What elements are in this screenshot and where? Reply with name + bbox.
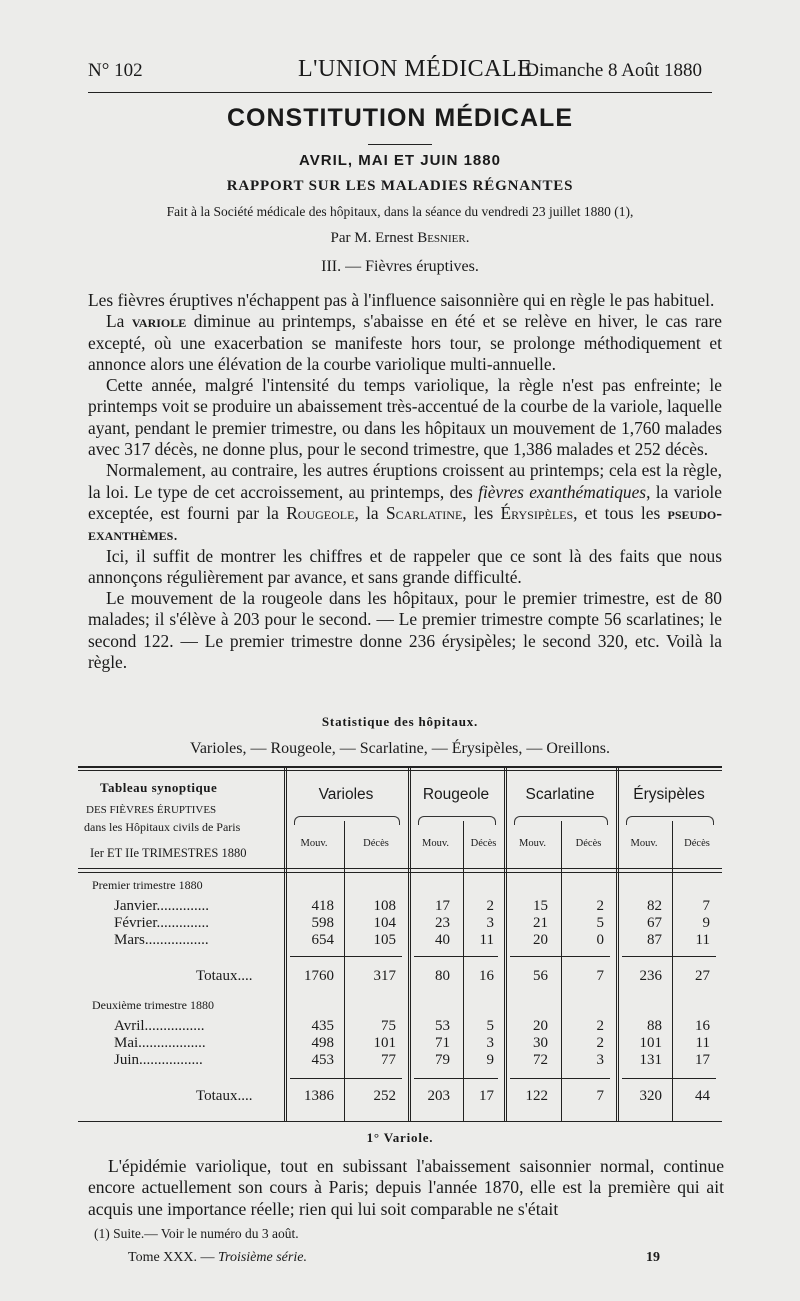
table-cell: 9 — [486, 1052, 494, 1068]
table-cell: 0 — [596, 932, 604, 948]
tome-line: Tome XXX. — Troisième série. — [128, 1250, 307, 1265]
table-cell: 20 — [533, 932, 548, 948]
table-caption: Tableau synoptique — [100, 780, 218, 795]
section-variole-title: 1° Variole. — [366, 1130, 434, 1145]
table-cell: 11 — [695, 1035, 710, 1051]
table-row-label: Janvier.............. — [114, 898, 209, 914]
table-cell: 2 — [486, 898, 494, 914]
table-cell: 498 — [311, 1035, 334, 1051]
table-cell: 598 — [311, 915, 334, 931]
table-cell: 30 — [533, 1035, 548, 1051]
paragraph: L'épidémie variolique, tout en subissant l'abaissement saisonnier normal, continue encore actuellement son cours à Paris; depuis l'année 1870, elle est la première qui ait acquis une importance réelle; rien qui lui soit comparable ne s'était — [88, 1156, 724, 1219]
table-cell: 27 — [695, 968, 710, 984]
variole-body — [88, 1156, 724, 1220]
table-cell: 11 — [695, 932, 710, 948]
table-cell: 23 — [435, 915, 450, 931]
footnote: (1) Suite.— Voir le numéro du 3 août. — [94, 1226, 299, 1241]
table-cell: 5 — [596, 915, 604, 931]
table-row-label: Premier trimestre 1880 — [92, 878, 203, 892]
table-cell: 72 — [533, 1052, 548, 1068]
issue-number: N° 102 — [88, 60, 143, 81]
table-cell: 17 — [695, 1052, 710, 1068]
table-row-label: Totaux.... — [196, 1088, 253, 1104]
table-row-label: Mai.................. — [114, 1035, 206, 1051]
report-subtitle: Fait à la Société médicale des hôpitaux, dans la séance du vendredi 23 juillet 1880 (1), — [166, 204, 634, 219]
table-cell: 418 — [311, 898, 334, 914]
running-header — [88, 56, 702, 86]
table-cell: 317 — [373, 968, 396, 984]
table-subheader: Mouv. — [300, 838, 328, 849]
table-cell: 108 — [373, 898, 396, 914]
table-cell: 104 — [373, 915, 396, 931]
table-cell: 7 — [596, 1088, 604, 1104]
paragraph: Le mouvement de la rougeole dans les hôpitaux, pour le premier trimestre, est de 80 malades; il s'élève à 203 pour le second. — Le premier trimestre compte 56 scarlatines; le second 122. — Le premier trimestre donne 236 érysipèles; le second 320, etc. Voilà la règle. — [88, 588, 722, 673]
section-title: CONSTITUTION MÉDICALE — [227, 104, 573, 132]
table-cell: 15 — [533, 898, 548, 914]
title-rule — [368, 144, 432, 145]
report-title: RAPPORT SUR LES MALADIES RÉGNANTES — [226, 178, 574, 194]
statistics-title: Statistique des hôpitaux. — [321, 714, 479, 729]
table-cell: 5 — [486, 1018, 494, 1034]
statistics-subtitle: Varioles, — Rougeole, — Scarlatine, — Érysipèles, — Oreillons. — [190, 740, 610, 757]
journal-title: L'UNION MÉDICALE — [298, 56, 533, 82]
table-cell: 21 — [533, 915, 548, 931]
table-caption: Ier ET IIe TRIMESTRES 1880 — [90, 846, 247, 860]
table-row-label: Deuxième trimestre 1880 — [92, 998, 214, 1012]
table-cell: 88 — [647, 1018, 662, 1034]
table-cell: 3 — [596, 1052, 604, 1068]
signature-mark: 19 — [646, 1250, 660, 1265]
chapter-title: III. — Fièvres éruptives. — [321, 258, 479, 275]
table-group-header: Varioles — [318, 786, 374, 803]
table-cell: 53 — [435, 1018, 450, 1034]
table-cell: 1760 — [304, 968, 334, 984]
paragraph: Cette année, malgré l'intensité du temps variolique, la règle n'est pas enfreinte; le printemps voit se produire un abaissement très-accentué de la courbe de la variole, laquelle ayant, pendant le premier trimestre, ou dans les hôpitaux un mouvement de 1,760 malades avec 317 décès, ne donne plus, pour le second trimestre, que 1,386 malades et 252 décès. — [88, 375, 722, 460]
table-caption: dans les Hôpitaux civils de Paris — [84, 820, 241, 834]
paragraph: Normalement, au contraire, les autres éruptions croissent au printemps; cela est la règle, la loi. Le type de cet accroissement, au printemps, des fièvres exanthématiques, la variole exceptée, est fourni par la Rougeole, la Scarlatine, les Érysipèles, et tous les pseudo-exanthèmes. — [88, 460, 722, 545]
author-name: Besnier. — [417, 230, 470, 246]
table-cell: 20 — [533, 1018, 548, 1034]
table-subheader: Mouv. — [421, 838, 450, 849]
table-cell: 71 — [435, 1035, 450, 1051]
synoptic-table — [78, 766, 722, 1122]
table-cell: 67 — [647, 915, 662, 931]
table-cell: 435 — [311, 1018, 334, 1034]
table-subheader: Décès — [363, 838, 389, 849]
table-cell: 1386 — [304, 1088, 334, 1104]
table-cell: 7 — [702, 898, 710, 914]
header-rule — [88, 92, 712, 93]
table-cell: 3 — [486, 915, 494, 931]
table-cell: 9 — [702, 915, 710, 931]
table-cell: 2 — [596, 898, 604, 914]
table-row-label: Mars................. — [114, 932, 209, 948]
table-cell: 40 — [435, 932, 450, 948]
table-cell: 3 — [486, 1035, 494, 1051]
table-row-label: Avril................ — [114, 1018, 205, 1034]
table-cell: 80 — [435, 968, 450, 984]
table-cell: 453 — [311, 1052, 334, 1068]
issue-date: Dimanche 8 Août 1880 — [525, 60, 702, 81]
table-cell: 122 — [525, 1088, 548, 1104]
table-subheader: Décès — [575, 838, 602, 849]
author-prefix: Par M. Ernest — [330, 230, 414, 246]
table-cell: 131 — [639, 1052, 662, 1068]
paragraph: Ici, il suffit de montrer les chiffres et de rappeler que ce sont là des faits que nous annonçons régulièrement par avance, et sans grande difficulté. — [88, 545, 722, 587]
table-row-label: Totaux.... — [196, 968, 253, 984]
table-cell: 17 — [479, 1088, 494, 1104]
table-subheader: Mouv. — [630, 838, 658, 849]
table-subheader: Mouv. — [518, 838, 547, 849]
table-group-header: Scarlatine — [525, 786, 595, 803]
table-cell: 56 — [533, 968, 548, 984]
table-cell: 2 — [596, 1035, 604, 1051]
table-cell: 101 — [639, 1035, 662, 1051]
table-cell: 11 — [479, 932, 494, 948]
table-cell: 105 — [373, 932, 396, 948]
table-subheader: Décès — [684, 838, 710, 849]
table-cell: 320 — [639, 1088, 662, 1104]
table-cell: 82 — [647, 898, 662, 914]
table-cell: 17 — [435, 898, 450, 914]
table-cell: 77 — [381, 1052, 396, 1068]
table-cell: 101 — [373, 1035, 396, 1051]
table-cell: 87 — [647, 932, 662, 948]
table-cell: 79 — [435, 1052, 450, 1068]
table-cell: 203 — [427, 1088, 450, 1104]
table-cell: 2 — [596, 1018, 604, 1034]
table-cell: 252 — [373, 1088, 396, 1104]
table-row-label: Février.............. — [114, 915, 209, 931]
table-cell: 236 — [639, 968, 662, 984]
table-caption: DES FIÈVRES ÉRUPTIVES — [86, 804, 217, 816]
table-cell: 16 — [479, 968, 494, 984]
paragraph: La variole diminue au printemps, s'abaisse en été et se relève en hiver, le cas rare excepté, où une exacerbation se manifeste hors tour, se prolonge méthodiquement et annonce alors une élévation de la courbe variolique multi-annuelle. — [88, 311, 722, 374]
article-body — [88, 290, 722, 673]
table-cell: 654 — [311, 932, 334, 948]
table-subheader: Décès — [470, 838, 497, 849]
table-group-header: Érysipèles — [633, 786, 705, 803]
table-group-header: Rougeole — [422, 786, 490, 803]
author-line — [0, 230, 800, 247]
table-cell: 16 — [695, 1018, 710, 1034]
table-cell: 75 — [381, 1018, 396, 1034]
table-cell: 7 — [596, 968, 604, 984]
table-row-label: Juin................. — [114, 1052, 203, 1068]
paragraph: Les fièvres éruptives n'échappent pas à l'influence saisonnière qui en règle le pas habituel. — [88, 290, 715, 310]
period-line: AVRIL, MAI ET JUIN 1880 — [299, 152, 501, 169]
table-cell: 44 — [695, 1088, 710, 1104]
